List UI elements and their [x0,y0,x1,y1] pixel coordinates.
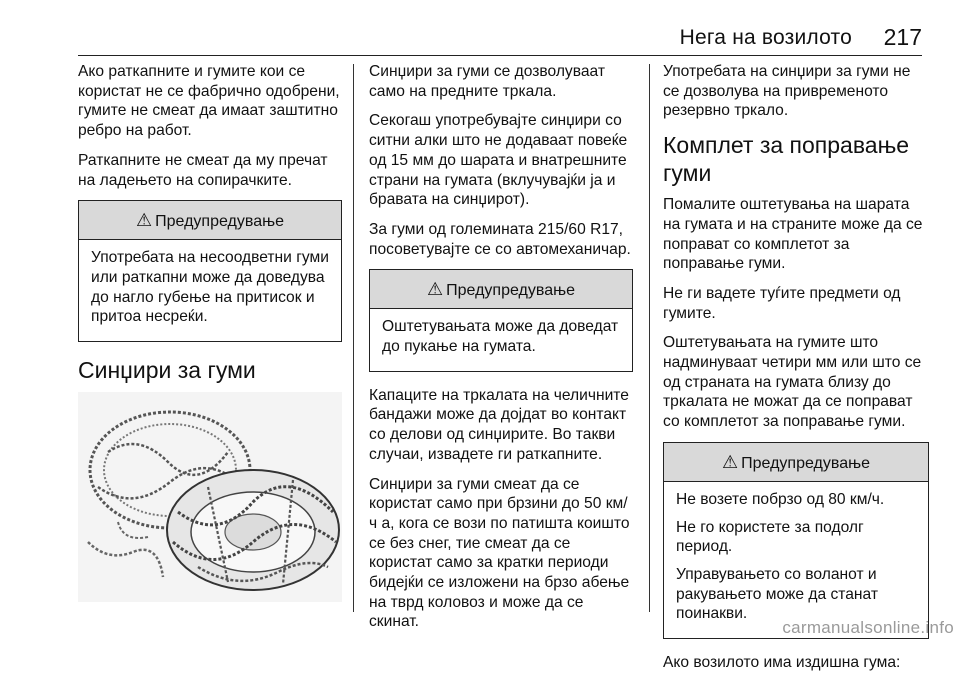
paragraph: Ако возилото има издишна гума: [663,654,901,672]
paragraph: Помалите оштетувања на шарата на гумата и на страните може да се поправат со комплетот за поправање гуми. [663,196,923,273]
paragraph: Не ги вадете туѓите предмети од гумите. [663,284,901,322]
section-heading: Комплет за поправање гуми [663,132,910,187]
warning-box [663,442,929,639]
warning-triangle-icon: ⚠ [136,210,153,231]
warning-triangle-icon: ⚠ [427,279,444,300]
warning-body [79,240,341,341]
header-rule [78,55,922,56]
page-number: 217 [883,24,922,50]
column-divider [649,64,650,612]
paragraph: Раткапните не смеат да му пречат на ладењето на сопирачките. [78,151,328,189]
warning-text: Оштетувањата може да доведат до пукање на гумата. [382,318,619,356]
warning-header [664,443,928,482]
paragraph: Синџири за гуми се дозволуваат само на предните тркала. [369,63,605,100]
warning-line: Управувањето со воланот и ракувањето може да станат поинакви. [676,565,878,623]
tire-chain-illustration [78,392,342,602]
warning-text: Употребата на несоодветни гуми или раткапни може да доведува до нагло губење на притисок и притоа несреќи. [91,249,329,326]
header-title: Нега на возилото [679,26,852,49]
page-header [0,0,960,52]
column-1 [78,62,342,612]
paragraph: Оштетувањата на гумите што надминуваат четири мм или што се од страната на гумата близу до тркалата не можат да се поправат со комплетот за поправање гуми. [663,334,922,431]
tire-chain-image [78,392,342,602]
warning-title: Предупредување [155,213,284,231]
warning-box [369,269,633,371]
warning-triangle-icon: ⚠ [722,451,739,472]
warning-line: Не возете побрзо од 80 км/ч. [676,490,885,508]
warning-body [370,309,632,370]
paragraph: Секогаш употребувајте синџири со ситни алки што не додаваат повеќе од 15 мм до шарата и внатрешните страни на гумата (вклучувајќи ја и бравата на синџирот). [369,112,628,209]
warning-body [664,482,928,638]
paragraph: Употребата на синџири за гуми не се дозволува на привременото резервно тркало. [663,63,911,120]
paragraph: Капаците на тркалата на челичните бандажи може да дојдат во контакт со делови од синџирите. Во такви случаи, извадете ги раткапните. [369,386,629,463]
section-heading: Синџири за гуми [78,357,256,384]
watermark-link[interactable]: carmanualsonline.info [782,618,954,637]
paragraph: Синџири за гуми смеат да се користат само при брзини до 50 км/ч а, кога се вози по патишта коишто се без снег, тие смеат да се користат само за кратки периоди бидејќи се изложени на брзо абење на тврд коловоз и може да се скинат. [369,475,630,631]
warning-line: Не го користете за подолг период. [676,518,864,556]
column-2 [369,62,633,631]
column-divider [353,64,354,612]
warning-title: Предупредување [741,454,870,472]
warning-title: Предупредување [446,282,575,300]
warning-header [370,270,632,309]
paragraph: Ако раткапните и гумите кои се користат не се фабрично одобрени, гумите не смеат да имаат заштитно ребро на работ. [78,63,340,140]
paragraph: За гуми од големината 215/60 R17, посоветувајте се со автомеханичар. [369,220,631,258]
warning-header [79,201,341,240]
warning-box [78,200,342,342]
